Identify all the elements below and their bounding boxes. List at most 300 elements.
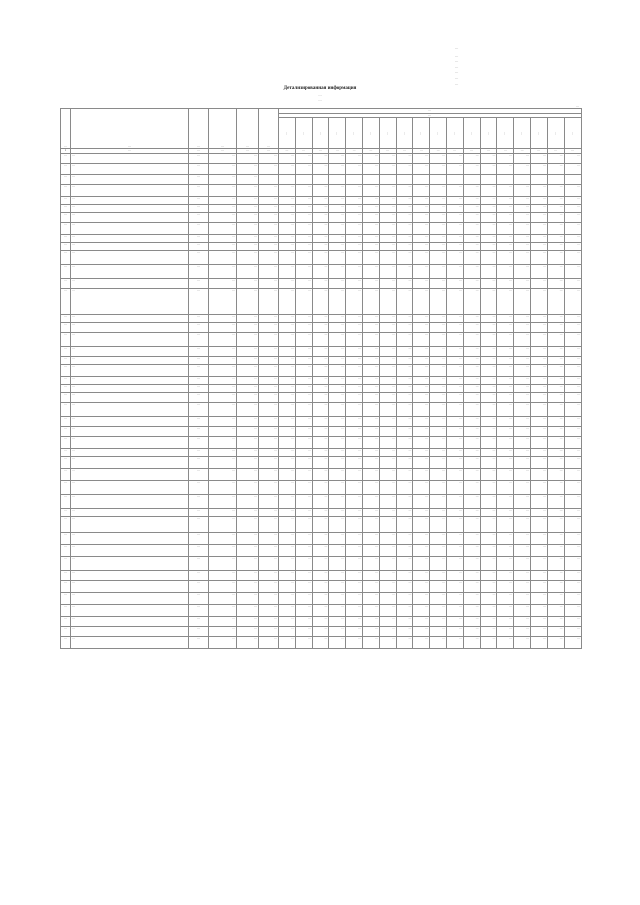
row-value: … [362, 570, 379, 580]
row-value: … [237, 494, 259, 508]
table-row [61, 532, 582, 544]
row-number: … [61, 580, 71, 592]
row-value: … [463, 222, 480, 234]
row-value: … [413, 416, 430, 426]
row-value: … [530, 288, 547, 314]
row-value: … [189, 592, 209, 604]
row-value: … [413, 242, 430, 250]
row-value: … [379, 436, 396, 448]
row-value: … [259, 544, 279, 556]
row-value: … [396, 163, 413, 174]
row-value: … [514, 636, 531, 648]
row-value: … [329, 212, 346, 222]
row-value: … [259, 184, 279, 196]
row-value: … [396, 508, 413, 516]
row-value: … [530, 402, 547, 416]
row-value: … [237, 314, 259, 322]
row-value: … [329, 480, 346, 494]
row-value: … [237, 196, 259, 204]
header-subcolumn [362, 118, 379, 149]
row-number: … [61, 222, 71, 234]
row-value: … [413, 264, 430, 278]
row-value: … [413, 626, 430, 636]
row-value: … [346, 242, 363, 250]
row-value: … [547, 264, 564, 278]
row-value: … [279, 234, 296, 242]
row-value: … [237, 508, 259, 516]
row-value: … [547, 163, 564, 174]
row-value: … [237, 570, 259, 580]
table-row [61, 436, 582, 448]
row-value: … [514, 626, 531, 636]
row-value: … [446, 544, 463, 556]
row-value: … [430, 448, 447, 456]
row-value: … [209, 448, 237, 456]
row-value: … [312, 636, 329, 648]
row-value: … [259, 356, 279, 364]
row-value: … [497, 204, 514, 212]
row-value: … [237, 556, 259, 570]
row-value: … [237, 516, 259, 532]
row-value: … [514, 212, 531, 222]
row-value: … [396, 234, 413, 242]
row-value: … [497, 346, 514, 356]
row-value: … [530, 456, 547, 468]
row-value: … [430, 592, 447, 604]
row-value: … [413, 616, 430, 626]
row-value: … [564, 384, 581, 392]
row-description: … [71, 212, 189, 222]
row-value: … [237, 436, 259, 448]
row-value: … [189, 184, 209, 196]
row-value: … [480, 163, 497, 174]
column-number: … [312, 149, 329, 154]
header-subcolumn-label: … [351, 132, 356, 136]
row-value: … [413, 356, 430, 364]
row-value: … [530, 376, 547, 384]
row-value: … [295, 592, 312, 604]
row-value: … [497, 448, 514, 456]
row-value: … [564, 153, 581, 163]
row-value: … [396, 242, 413, 250]
row-value: … [430, 376, 447, 384]
row-value: … [329, 184, 346, 196]
row-value: … [279, 376, 296, 384]
row-value: … [362, 153, 379, 163]
row-value: … [329, 163, 346, 174]
row-value: … [564, 416, 581, 426]
row-value [379, 174, 396, 184]
row-value: … [312, 264, 329, 278]
column-number: … [396, 149, 413, 154]
row-value: … [446, 250, 463, 264]
row-value: … [497, 356, 514, 364]
row-value: … [295, 402, 312, 416]
row-value: … [430, 494, 447, 508]
row-description: … [71, 392, 189, 402]
row-value: … [430, 322, 447, 332]
row-value: … [189, 314, 209, 322]
row-value: … [564, 556, 581, 570]
row-value: … [413, 204, 430, 212]
table-row [61, 174, 582, 184]
table-row [61, 616, 582, 626]
row-value: … [189, 364, 209, 376]
row-value: … [329, 346, 346, 356]
row-value: … [547, 346, 564, 356]
row-value: … [295, 250, 312, 264]
approval-heading: … [455, 46, 459, 50]
row-value: … [396, 392, 413, 402]
row-value: … [547, 416, 564, 426]
row-value: … [189, 322, 209, 332]
row-number: … [61, 242, 71, 250]
row-value: … [279, 196, 296, 204]
row-value: … [329, 570, 346, 580]
header-subcolumn [530, 118, 547, 149]
row-value: … [312, 436, 329, 448]
row-value: … [530, 448, 547, 456]
row-value: … [564, 322, 581, 332]
row-value: … [446, 626, 463, 636]
row-value: … [480, 402, 497, 416]
row-value: … [346, 402, 363, 416]
row-description: … [71, 570, 189, 580]
row-value: … [295, 384, 312, 392]
row-value: … [279, 456, 296, 468]
row-value: … [463, 163, 480, 174]
row-value: … [362, 480, 379, 494]
row-value: … [446, 580, 463, 592]
row-value: … [295, 314, 312, 322]
row-value: … [295, 364, 312, 376]
row-value: … [514, 392, 531, 402]
table-header [61, 109, 582, 154]
row-value: … [362, 626, 379, 636]
row-value: … [430, 636, 447, 648]
row-value: … [189, 204, 209, 212]
row-number: … [61, 314, 71, 322]
row-value: … [564, 392, 581, 402]
row-value: … [480, 570, 497, 580]
row-value: … [209, 616, 237, 626]
row-number: … [61, 384, 71, 392]
row-value: … [430, 570, 447, 580]
row-value: … [362, 468, 379, 480]
row-value: … [379, 278, 396, 288]
row-value: … [259, 346, 279, 356]
approval-line: … [455, 75, 459, 80]
row-value: … [446, 322, 463, 332]
row-value: … [329, 532, 346, 544]
row-value: … [497, 456, 514, 468]
row-value: … [497, 153, 514, 163]
row-value: … [312, 364, 329, 376]
row-value: … [312, 278, 329, 288]
row-value: … [463, 516, 480, 532]
row-value: … [430, 626, 447, 636]
row-value: … [396, 616, 413, 626]
row-value: … [530, 592, 547, 604]
row-value: … [396, 468, 413, 480]
row-value: … [279, 288, 296, 314]
row-value: … [329, 448, 346, 456]
row-value: … [396, 264, 413, 278]
row-value: … [514, 288, 531, 314]
row-value: … [547, 364, 564, 376]
row-value: … [446, 376, 463, 384]
row-value: … [237, 332, 259, 346]
row-value: … [564, 222, 581, 234]
row-value: … [329, 364, 346, 376]
row-value: … [430, 364, 447, 376]
row-value: … [530, 264, 547, 278]
row-value: … [362, 376, 379, 384]
row-value: … [259, 592, 279, 604]
row-value: … [564, 402, 581, 416]
row-value: … [379, 494, 396, 508]
row-number: … [61, 402, 71, 416]
row-value: … [362, 332, 379, 346]
row-value: … [237, 592, 259, 604]
row-value: … [259, 402, 279, 416]
row-value: … [209, 636, 237, 648]
row-value: … [396, 480, 413, 494]
row-value: … [237, 384, 259, 392]
row-value: … [209, 384, 237, 392]
row-value: … [446, 456, 463, 468]
row-value: … [480, 376, 497, 384]
row-value: … [530, 384, 547, 392]
row-value: … [329, 592, 346, 604]
row-value: … [430, 234, 447, 242]
row-description: … [71, 592, 189, 604]
table-row [61, 516, 582, 532]
row-value: … [547, 448, 564, 456]
row-value: … [446, 314, 463, 322]
row-value: … [237, 364, 259, 376]
table-row [61, 426, 582, 436]
row-value: … [379, 580, 396, 592]
row-value: … [446, 234, 463, 242]
column-number: … [463, 149, 480, 154]
row-value: … [564, 616, 581, 626]
row-value: … [379, 592, 396, 604]
row-value: … [497, 636, 514, 648]
row-value: … [295, 356, 312, 364]
row-value: … [295, 322, 312, 332]
row-value: … [259, 426, 279, 436]
row-value: … [312, 544, 329, 556]
row-value: … [259, 636, 279, 648]
row-value: … [279, 448, 296, 456]
row-value: … [547, 402, 564, 416]
row-value: … [497, 322, 514, 332]
row-value: … [279, 480, 296, 494]
row-value: … [237, 468, 259, 480]
row-value: … [279, 494, 296, 508]
row-value: … [312, 494, 329, 508]
row-value: … [346, 570, 363, 580]
row-description: … [71, 346, 189, 356]
row-value: … [259, 516, 279, 532]
row-value: … [413, 196, 430, 204]
row-value: … [446, 163, 463, 174]
row-value: … [329, 250, 346, 264]
row-value: … [237, 288, 259, 314]
row-value: … [379, 332, 396, 346]
row-value: … [379, 196, 396, 204]
row-value: … [346, 364, 363, 376]
row-value: … [237, 184, 259, 196]
header-group-top: … [279, 109, 582, 114]
row-value [413, 174, 430, 184]
row-value: … [446, 184, 463, 196]
row-value: … [564, 356, 581, 364]
row-value: … [259, 508, 279, 516]
row-value: … [463, 580, 480, 592]
row-value: … [430, 332, 447, 346]
row-value: … [446, 384, 463, 392]
table-row [61, 468, 582, 480]
row-value: … [463, 184, 480, 196]
row-value: … [329, 544, 346, 556]
row-value: … [279, 346, 296, 356]
header-cell: … [209, 109, 237, 149]
row-value: … [312, 516, 329, 532]
row-value: … [379, 570, 396, 580]
row-value: … [413, 426, 430, 436]
column-number: … [209, 149, 237, 154]
row-value: … [396, 204, 413, 212]
row-value: … [279, 278, 296, 288]
row-value: … [547, 592, 564, 604]
row-value: … [430, 153, 447, 163]
row-value: … [413, 250, 430, 264]
row-value: … [497, 242, 514, 250]
row-value: … [209, 163, 237, 174]
row-value: … [480, 494, 497, 508]
row-value: … [379, 234, 396, 242]
row-value: … [564, 264, 581, 278]
row-value: … [346, 436, 363, 448]
row-value: … [480, 556, 497, 570]
row-value: … [430, 480, 447, 494]
row-value: … [259, 196, 279, 204]
document-subtitle [170, 93, 470, 103]
header-subcolumn-label: … [569, 132, 574, 136]
row-value: … [530, 544, 547, 556]
row-value: … [312, 322, 329, 332]
row-value: … [430, 468, 447, 480]
row-value: … [362, 508, 379, 516]
row-value: … [480, 278, 497, 288]
row-value [362, 174, 379, 184]
row-value: … [497, 163, 514, 174]
row-value: … [346, 346, 363, 356]
row-value: … [295, 516, 312, 532]
row-value: … [237, 456, 259, 468]
row-value: … [237, 264, 259, 278]
row-value: … [346, 532, 363, 544]
row-number: … [61, 204, 71, 212]
row-value: … [346, 580, 363, 592]
row-value: … [463, 212, 480, 222]
row-value: … [259, 314, 279, 322]
row-value: … [564, 163, 581, 174]
row-value: … [446, 508, 463, 516]
row-value: … [530, 556, 547, 570]
row-value: … [530, 636, 547, 648]
header-subcolumn-label: … [368, 132, 373, 136]
row-value: … [547, 604, 564, 616]
row-value: … [514, 508, 531, 516]
row-value: … [279, 242, 296, 250]
row-value: … [497, 426, 514, 436]
row-value [497, 174, 514, 184]
row-value: … [497, 626, 514, 636]
row-value: … [413, 322, 430, 332]
row-value: … [430, 532, 447, 544]
column-number: … [71, 149, 189, 154]
row-value: … [259, 556, 279, 570]
row-value: … [446, 346, 463, 356]
row-value: … [329, 234, 346, 242]
row-value: … [530, 278, 547, 288]
row-value: … [346, 494, 363, 508]
row-value: … [413, 392, 430, 402]
header-cell: … [61, 109, 71, 149]
row-number: … [61, 212, 71, 222]
row-value: … [530, 416, 547, 426]
row-value: … [430, 516, 447, 532]
row-value: … [413, 480, 430, 494]
row-value: … [463, 242, 480, 250]
row-value: … [547, 544, 564, 556]
row-value: … [564, 332, 581, 346]
row-value: … [430, 288, 447, 314]
row-value: … [514, 494, 531, 508]
header-subcolumn [514, 118, 531, 149]
row-value: … [189, 356, 209, 364]
row-value: … [295, 448, 312, 456]
row-value: … [362, 516, 379, 532]
row-value: … [514, 346, 531, 356]
row-value [279, 174, 296, 184]
row-value: … [209, 580, 237, 592]
row-value: … [346, 626, 363, 636]
row-description: … [71, 222, 189, 234]
row-value: … [430, 436, 447, 448]
document-title: Детализированная информация [283, 86, 357, 91]
row-value: … [295, 212, 312, 222]
row-value: … [279, 516, 296, 532]
row-value: … [237, 376, 259, 384]
row-value: … [564, 204, 581, 212]
row-value: … [480, 332, 497, 346]
row-value: … [497, 604, 514, 616]
row-value: … [396, 364, 413, 376]
row-value: … [413, 288, 430, 314]
row-value: … [237, 616, 259, 626]
row-value: … [312, 332, 329, 346]
row-value: … [329, 264, 346, 278]
row-value: … [480, 204, 497, 212]
row-value: … [295, 222, 312, 234]
row-value: … [547, 570, 564, 580]
row-value: … [189, 376, 209, 384]
row-value: … [413, 278, 430, 288]
